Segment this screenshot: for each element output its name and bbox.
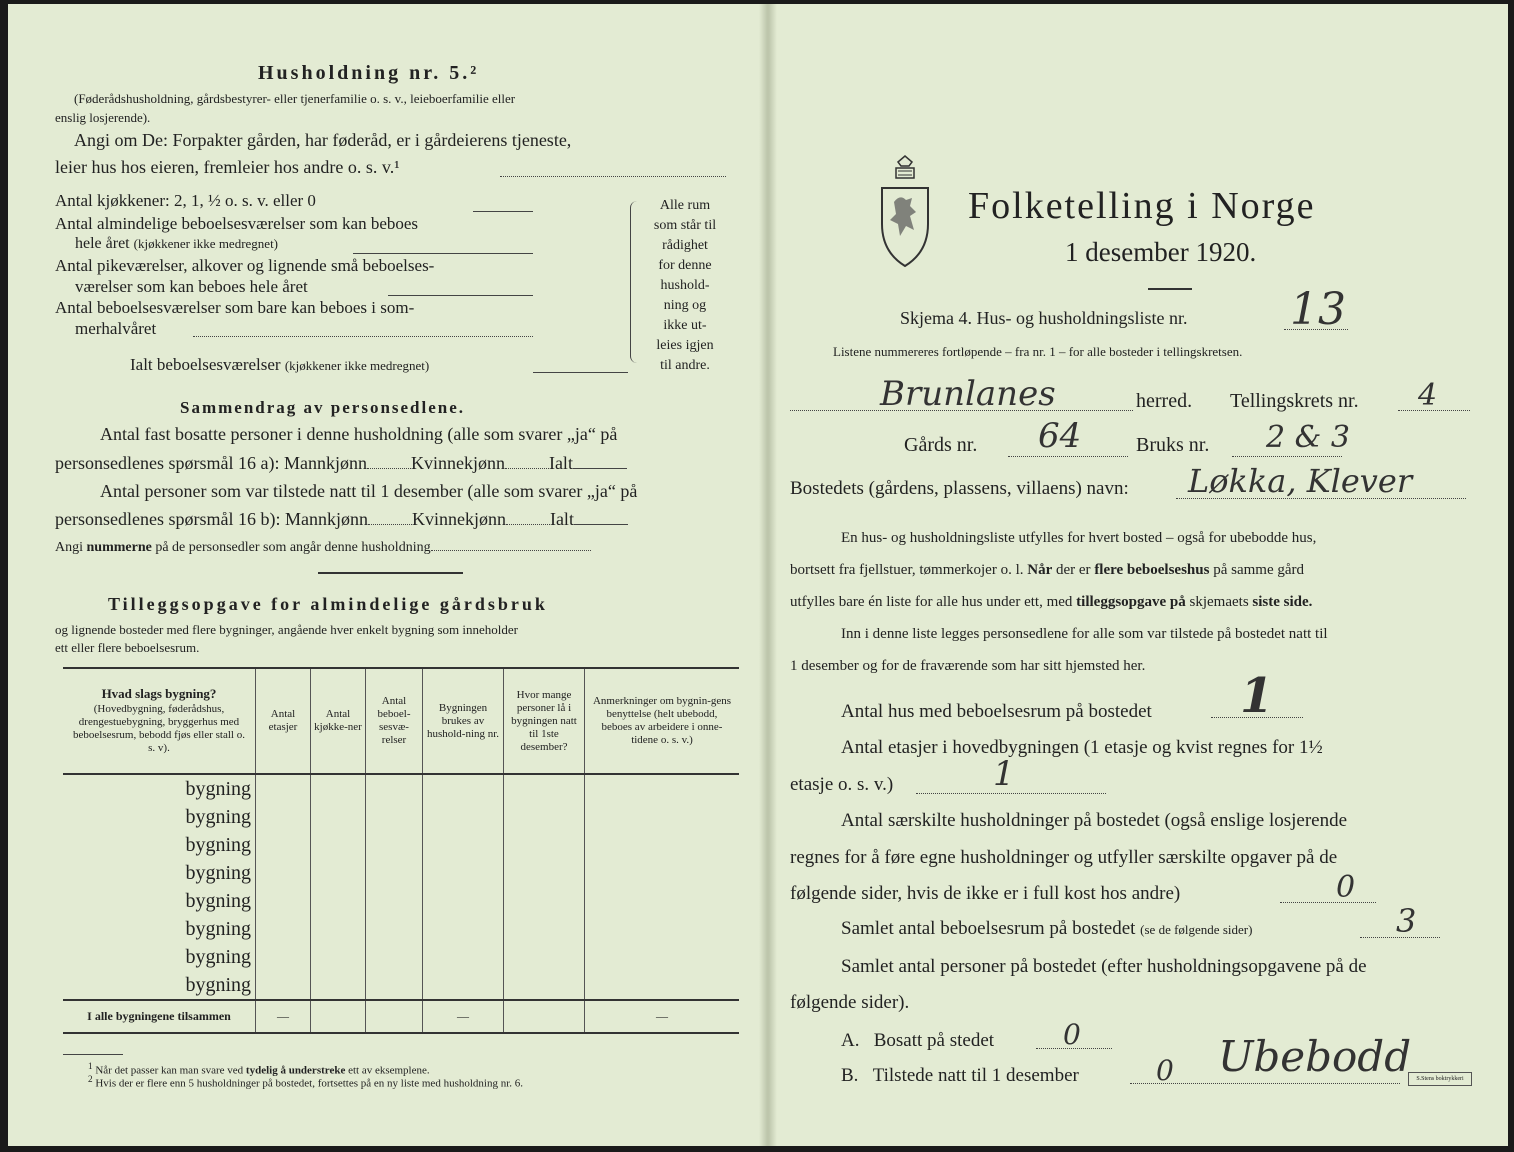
sarskilte-line1: Antal særskilte husholdninger på bostedet (også enslige losjerende <box>841 810 1348 831</box>
col-header-persons: Hvor mange personer lå i bygningen natt til 1ste desember? <box>504 668 585 774</box>
total-dash: — <box>585 1000 740 1033</box>
table-row <box>63 831 739 859</box>
para2-line1: Inn i denne liste legges personsedlene for alle som var tilstede på bostedet natt til <box>841 626 1328 642</box>
sarskilte-handwritten: 0 <box>1336 870 1356 905</box>
table-row <box>63 774 739 803</box>
nummerne-line: Angi nummerne på de personsedler som angår denne husholdning <box>55 540 591 556</box>
alm-label-line2: hele året (kjøkkener ikke medregnet) <box>75 235 279 252</box>
row-label: bygning <box>185 945 251 968</box>
sommer-fill-line <box>193 336 533 337</box>
tillegg-title: Tilleggsopgave for almindelige gårdsbruk <box>108 594 548 614</box>
tilst-line2: personsedlenes spørsmål 16 b): Mannkjønn Kvinnekjønn Ialt <box>55 509 628 530</box>
row-label: bygning <box>185 833 251 856</box>
listene-note: Listene nummereres fortløpende – fra nr. 1 – for alle bosteder i tellingskretsen. <box>833 344 1243 359</box>
tellingskrets-label: Tellingskrets nr. <box>1230 390 1359 412</box>
col-header-building-type: Hvad slags bygning? (Hovedbygning, føderådshus, drengestuebygning, bryggerhus med beboelsesrum, bebodd fjøs eller stall o. s. v). <box>63 668 256 774</box>
gards-handwritten: 64 <box>1038 416 1082 456</box>
sammendrag-title: Sammendrag av personsedlene. <box>180 398 466 417</box>
row-label: bygning <box>185 917 251 940</box>
para2-line2: 1 desember og for de fraværende som har sitt hjemsted her. <box>790 658 1146 674</box>
total-dash: — <box>256 1000 311 1033</box>
tilst-line1: Antal personer som var tilstede natt til 1 desember (alle som svarer „ja“ på <box>100 481 638 501</box>
etasjer-handwritten: 1 <box>993 754 1015 794</box>
footnote-rule <box>63 1054 123 1055</box>
angi-line1: Angi om De: Forpakter gården, har føderåd, er i gårdeierens tjeneste, <box>74 130 572 150</box>
household-title: Husholdning nr. 5.² <box>258 62 480 84</box>
ialt-label: Ialt beboelsesværelser (kjøkkener ikke medregnet) <box>130 355 430 374</box>
household-subtitle-line1: (Føderådshusholdning, gårdsbestyrer- eller tjenerfamilie o. s. v., leieboerfamilie eller <box>74 91 516 106</box>
para1-line1: En hus- og husholdningsliste utfylles for hvert bosted – også for ubebodde hus, <box>841 530 1317 546</box>
skjema-handwritten-number: 13 <box>1290 284 1346 335</box>
col-header-floors: Antal etasjer <box>256 668 311 774</box>
fast-line1: Antal fast bosatte personer i denne husholdning (alle som svarer „ja“ på <box>100 424 618 444</box>
ialt-fill-line <box>533 372 628 373</box>
bruks-handwritten: 2 & 3 <box>1266 420 1350 455</box>
bosatt-label: A. Bosatt på stedet <box>841 1030 995 1051</box>
table-row <box>63 887 739 915</box>
bosatt-handwritten: 0 <box>1063 1018 1081 1051</box>
norwegian-coat-of-arms-icon <box>876 154 934 270</box>
title-divider <box>1148 288 1192 290</box>
table-row <box>63 859 739 887</box>
samlet-pers-line1: Samlet antal personer på bostedet (efter husholdningsopgavene på de <box>841 956 1367 977</box>
row-label: bygning <box>185 889 251 912</box>
gards-label: Gårds nr. <box>904 434 978 456</box>
gards-fill-line <box>1008 456 1128 457</box>
bosted-handwritten: Løkka, Klever <box>1188 462 1413 500</box>
row-label: bygning <box>185 861 251 884</box>
hus-label: Antal hus med beboelsesrum på bostedet <box>841 701 1152 722</box>
table-row <box>63 803 739 831</box>
side-note-brace <box>630 201 637 363</box>
para1-line2: bortsett fra fjellstuer, tømmerkojer o. l. Når der er flere beboelseshus på samme gård <box>790 562 1305 578</box>
bruks-fill-line <box>1232 456 1342 457</box>
etasjer-line2: etasje o. s. v.) <box>790 774 894 795</box>
sarskilte-fill-line <box>1280 902 1376 903</box>
section-divider <box>318 572 463 574</box>
form-title: Folketelling i Norge <box>968 185 1316 227</box>
col-header-rooms: Antal beboel-sesvæ-relser <box>366 668 423 774</box>
row-label: bygning <box>185 973 251 996</box>
total-dash: — <box>423 1000 504 1033</box>
household-subtitle-line2: enslig losjerende). <box>55 110 151 125</box>
census-date: 1 desember 1920. <box>1065 237 1257 267</box>
samlet-pers-line2: følgende sider). <box>790 992 910 1013</box>
row-label: bygning <box>185 805 251 828</box>
footnote-2: $^2$ Hvis der er flere enn 5 husholdninger på bostedet, fortsettes på en ny liste med husholdning nr. 6. <box>88 1074 524 1090</box>
row-label: bygning <box>185 777 251 800</box>
tillegg-line1: og lignende bosteder med flere bygninger, angående hver enkelt bygning som inneholder <box>55 622 519 637</box>
herred-handwritten: Brunlanes <box>880 374 1056 414</box>
bruks-label: Bruks nr. <box>1136 434 1210 456</box>
sommer-label-line2: merhalvåret <box>75 319 157 338</box>
side-note: Alle rum som står til rådighet for denne hushold- ning og ikke ut- leies igjen til andre. <box>653 198 717 373</box>
hus-handwritten: 1 <box>1240 668 1274 724</box>
sommer-label-line1: Antal beboelsesværelser som bare kan beboes i som- <box>55 298 415 317</box>
herred-label: herred. <box>1136 390 1193 412</box>
samlet-rum-handwritten: 3 <box>1396 902 1417 940</box>
table-total-row <box>63 1000 739 1033</box>
pike-fill-line <box>388 295 533 296</box>
samlet-rum-label: Samlet antal beboelsesrum på bostedet (se de følgende sider) <box>841 918 1253 939</box>
col-header-remarks: Anmerkninger om bygnin-gens benyttelse (helt ubebodd, beboes av arbeidere i onne-tidene o. s. v.) <box>585 668 740 774</box>
page-fold <box>759 4 777 1146</box>
tilstede-handwritten: 0 <box>1156 1054 1174 1087</box>
tilstede-handwritten-note: Ubebodd <box>1218 1032 1412 1081</box>
footnote-1: $^1$ Når det passer kan man svare ved tydelig å understreke ett av eksemplene. <box>88 1061 430 1077</box>
bosted-label: Bostedets (gårdens, plassens, villaens) navn: <box>790 478 1129 499</box>
kjokkener-fill-line <box>473 211 533 212</box>
sarskilte-line2: regnes for å føre egne husholdninger og utfyller særskilte opgaver på de <box>790 847 1338 868</box>
table-row <box>63 943 739 971</box>
alm-label-line1: Antal almindelige beboelsesværelser som kan beboes <box>55 214 419 233</box>
col-header-kitchens: Antal kjøkke-ner <box>311 668 366 774</box>
total-label: I alle bygningene tilsammen <box>63 1000 256 1033</box>
angi-line2: leier hus hos eieren, fremleier hos andre o. s. v.¹ <box>55 157 400 177</box>
census-form-sheet <box>8 4 1508 1146</box>
buildings-table <box>63 667 739 1034</box>
tellingskrets-handwritten: 4 <box>1418 378 1438 413</box>
angi-fill-line <box>500 176 726 177</box>
col-header-household-nr: Bygningen brukes av hushold-ning nr. <box>423 668 504 774</box>
pike-label-line1: Antal pikeværelser, alkover og lignende små beboelses- <box>55 256 435 275</box>
tilstede-label: B. Tilstede natt til 1 desember <box>841 1065 1079 1086</box>
sarskilte-line3: følgende sider, hvis de ikke er i full kost hos andre) <box>790 883 1181 904</box>
kjokkener-label: Antal kjøkkener: 2, 1, ½ o. s. v. eller 0 <box>55 191 316 210</box>
printer-stamp: S.Stens boktrykkeri <box>1408 1072 1472 1086</box>
table-row <box>63 915 739 943</box>
alm-fill-line <box>353 253 533 254</box>
fast-line2: personsedlenes spørsmål 16 a): Mannkjønn Kvinnekjønn Ialt <box>55 453 627 474</box>
para1-line3: utfylles bare én liste for alle hus under ett, med tilleggsopgave på skjemaets siste side. <box>790 594 1313 610</box>
pike-label-line2: værelser som kan beboes hele året <box>75 277 308 296</box>
etasjer-line1: Antal etasjer i hovedbygningen (1 etasje og kvist regnes for 1½ <box>841 737 1323 758</box>
skjema-label: Skjema 4. Hus- og husholdningsliste nr. <box>900 308 1188 328</box>
tillegg-line2: ett eller flere beboelsesrum. <box>55 640 200 655</box>
table-header-row <box>63 668 739 774</box>
table-row <box>63 971 739 1000</box>
